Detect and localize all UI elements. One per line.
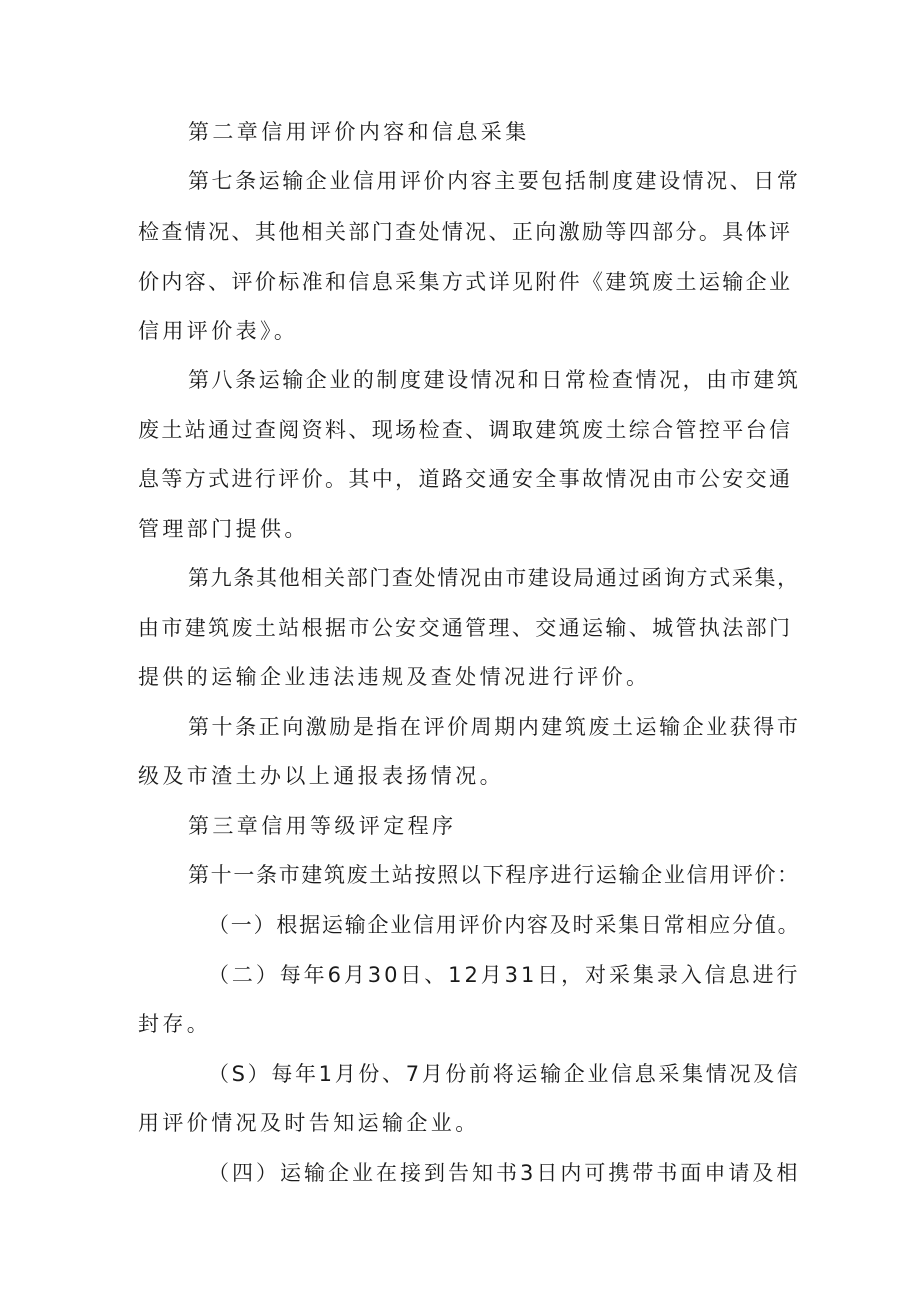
article-9-line-1: 第九条其他相关部门查处情况由市建设局通过函询方式采集， [188, 566, 800, 590]
article-10-line-1: 第十条正向激励是指在评价周期内建筑废土运输企业获得市 [188, 715, 801, 739]
article-8-line-2: 废土站通过查阅资料、现场检查、调取建筑废土综合管控平台信 [138, 418, 790, 442]
article-7-line-3: 价内容、评价标准和信息采集方式详见附件《建筑废土运输企业 [138, 270, 790, 294]
article-7-line-2: 检查情况、其他相关部门查处情况、正向激励等四部分。具体评 [138, 220, 790, 244]
item-2-line-2: 封存。 [138, 1012, 212, 1036]
item-3-line-1: （S）每年1月份、7月份前将运输企业信息采集情况及信 [208, 1062, 801, 1086]
item-4-line-1: （四）运输企业在接到告知书3日内可携带书面申请及相 [208, 1161, 801, 1185]
chapter-3-heading: 第三章信用等级评定程序 [188, 814, 457, 838]
chapter-2-heading: 第二章信用评价内容和信息采集 [188, 120, 530, 144]
article-8-line-3: 息等方式进行评价。其中，道路交通安全事故情况由市公安交通 [138, 467, 790, 491]
item-1-line-1: （一）根据运输企业信用评价内容及时采集日常相应分值。 [208, 913, 801, 937]
item-3-line-2: 用评价情况及时告知运输企业。 [138, 1111, 480, 1135]
article-8-line-4: 管理部门提供。 [138, 517, 309, 541]
article-8-line-1: 第八条运输企业的制度建设情况和日常检查情况，由市建筑 [188, 368, 801, 392]
article-10-line-2: 级及市渣土办以上通报表扬情况。 [138, 764, 504, 788]
item-2-line-1: （二）每年6月30日、12月31日，对采集录入信息进行 [208, 963, 801, 987]
article-11-line-1: 第十一条市建筑废土站按照以下程序进行运输企业信用评价： [188, 863, 800, 887]
article-9-line-3: 提供的运输企业违法违规及查处情况进行评价。 [138, 665, 651, 689]
article-7-line-4: 信用评价表》。 [138, 319, 299, 343]
article-7-line-1: 第七条运输企业信用评价内容主要包括制度建设情况、日常 [188, 169, 801, 193]
article-9-line-2: 由市建筑废土站根据市公安交通管理、交通运输、城管执法部门 [138, 616, 790, 640]
